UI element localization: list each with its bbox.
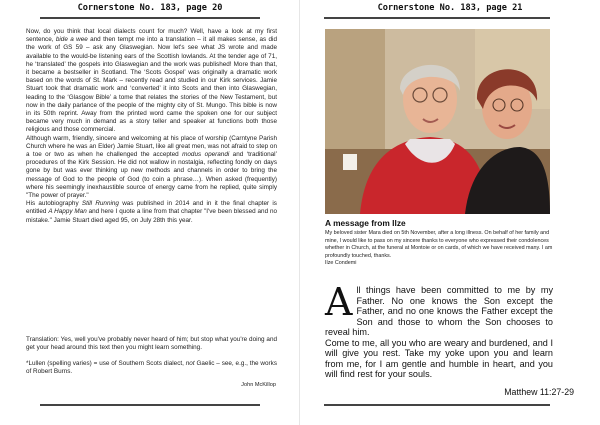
author-signature: John McKillop — [241, 382, 276, 388]
glossary-note: *Lullen (spelling varies) = use of Southern Scots dialect, not Gaelic – see, e.g., the works of Robert Burns. — [26, 360, 277, 376]
right-page — [300, 0, 600, 425]
message-signature: Ilze Condemi — [325, 260, 357, 267]
bible-verse — [325, 280, 553, 380]
book-title: Still Running — [81, 200, 119, 208]
message-body: My beloved sister Mara died on 5th November, after a long illness. On behalf of her family and mine, I would like to pass on my sincere thanks to everyone who expressed their condolences whether in Church, at the funeral at Montoie or on cards, of which we have received many. I am profoundly touched, thanks. Ilze Condemi — [325, 230, 555, 268]
footer-rule — [324, 404, 550, 406]
article-paragraph: Now, do you think that local dialects count for much? Well, have a look at my first sentence, bide a wee and then tempt me into a translation – it all makes sense, as did the work of GS 59 – ask any Glaswegian. Now let's see what JS wrote and made available to the would-be listening ears of the Scottish lowlands. At the tender age of 71, he ‘translated’ the gospels into Glaswegian and the work was published! More than that, it became a bestseller in Scotland. The ‘Scots Gospel’ was originally a dramatic work based on the words of St. Mark – recently read and studied in our Kirk services. Jamie Stuart took that dramatic work and ‘converted’ it into Scots and then into Glaswegian, leading to the ‘Glasgow Bible’ a tome that relates the stories of the New Testament, but now in the daily parlance of the people of the mighty city of St. Mungo. This bible is now in its 50th reprint. Away from the printed word came the spoken one for our subject became very much in demand as a story teller and speaker at functions both those religious and those commercial. — [26, 28, 277, 134]
header-rule — [40, 17, 260, 19]
footer-rule — [40, 404, 260, 406]
verse-paragraph: ll things have been committed to me by my Father. No one knows the Son except the Father, and no one knows the Father except the Son and those to whom the Son chooses to reveal him. — [325, 285, 553, 337]
italic-phrase: modus operandi — [182, 151, 230, 159]
drop-cap: A — [325, 280, 353, 324]
article-paragraph: Although warm, friendly, sincere and welcoming at his place of worship (Carntyne Parish Church where he was an Elder) Jamie Stuart, like all great men, was not afraid to step on a toe or two as when he challenged the accepted modus operandi and ‘traditional’ procedures of the Kirk Session. He did not wallow in nostalgia, reflecting fondly on days gone by but was ever thinking up new methods and channels in order to bring the message of God to the people of God (to coin a phrase…). When asked (frequently) where his seemingly inexhaustible source of energy came from he replied, quite simply "The power of prayer." — [26, 134, 277, 200]
page-header: Cornerstone No. 183, page 20 — [77, 3, 223, 13]
article-body — [26, 28, 277, 225]
translation-note: Translation: Yes, well you've probably never heard of him; but stop what you're doing and get your head around this text then you might learn something. — [26, 336, 277, 352]
italic-phrase: bide a wee — [55, 36, 88, 44]
header-rule — [324, 17, 550, 19]
verse-paragraph: Come to me, all you who are weary and burdened, and I will give you rest. Take my yoke upon you and learn from me, for I am gentle and humble in heart, and you will find rest for your souls. — [325, 337, 553, 379]
photo-two-women — [325, 29, 550, 214]
chapter-title: A Happy Man — [48, 208, 87, 216]
message-title: A message from Ilze — [325, 218, 406, 228]
article-paragraph: His autobiography Still Running was published in 2014 and in it the final chapter is entitled A Happy Man and here I quote a line from that chapter "I've been blessed and no mistake." Jamie Stuart died aged 95, on July 28th this year. — [26, 200, 278, 224]
verse-reference: Matthew 11:27-29 — [504, 387, 574, 397]
page-header: Cornerstone No. 183, page 21 — [377, 3, 523, 13]
